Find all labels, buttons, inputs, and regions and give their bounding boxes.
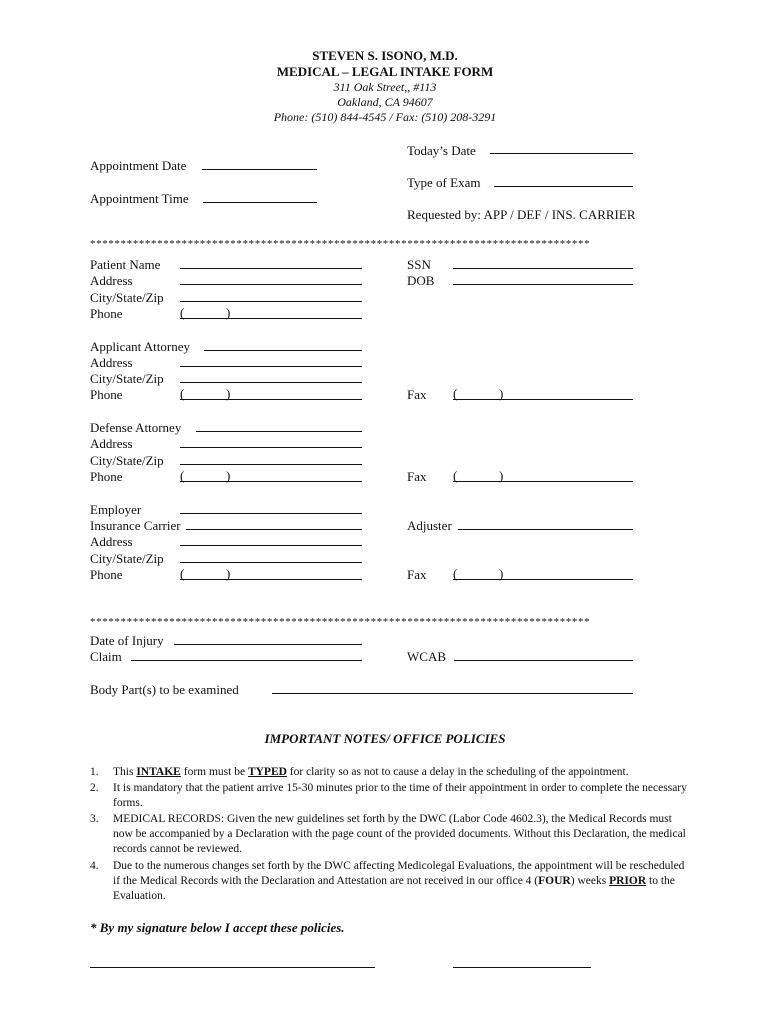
todays-date-field[interactable] [490,153,633,154]
employer-field[interactable] [180,513,362,514]
patient-phone-paren-close: ) [226,305,231,320]
applicant-fax-paren-close: ) [499,386,504,401]
insurance-fax-field[interactable] [453,579,633,580]
date-of-injury-field[interactable] [174,644,362,645]
insurance-carrier-field[interactable] [186,529,362,530]
type-of-exam-label: Type of Exam [407,175,481,190]
defense-address-field[interactable] [180,447,362,448]
appointment-date-label: Appointment Date [90,158,187,173]
defense-fax-paren-open: ( [453,468,458,483]
accept-policies-statement: * By my signature below I accept these policies. [90,920,345,935]
defense-phone-label: Phone [90,469,123,484]
doctor-name: STEVEN S. ISONO, M.D. [312,48,458,63]
defense-fax-label: Fax [407,469,427,484]
applicant-city-label: City/State/Zip [90,371,164,386]
ssn-label: SSN [407,257,431,272]
adjuster-label: Adjuster [407,518,452,533]
applicant-attorney-field[interactable] [204,350,362,351]
applicant-city-field[interactable] [180,382,362,383]
signature-line[interactable] [90,967,375,968]
patient-name-label: Patient Name [90,257,161,272]
note-1 [90,765,690,781]
defense-attorney-field[interactable] [196,431,362,432]
office-phone-fax: Phone: (510) 844-4545 / Fax: (510) 208-3291 [273,110,497,124]
patient-city-label: City/State/Zip [90,290,164,305]
insurance-carrier-label: Insurance Carrier [90,518,181,533]
note-4-text [113,859,693,904]
applicant-phone-paren-open: ( [180,386,185,401]
patient-name-field[interactable] [180,268,362,269]
wcab-label: WCAB [407,649,446,664]
note-1-number: 1. [90,766,99,778]
note-3-text: MEDICAL RECORDS: Given the new guidelines set forth by the DWC (Labor Code 4602.3), the Medical Records must now be accompanied by a Declaration with the page count of the provided documents. Without this Declaration, the medical records cannot be reviewed. [113,813,686,855]
applicant-phone-label: Phone [90,387,123,402]
note-4-text-a: Due to the numerous changes set forth by the DWC affecting Medicolegal Evaluations, the appointment will be rescheduled if the Medical Records with the Declaration and Attestation are not received in our office 4 ( [113,860,685,887]
dob-label: DOB [407,273,435,288]
patient-phone-paren-open: ( [180,305,185,320]
defense-phone-paren-open: ( [180,468,185,483]
insurance-fax-label: Fax [407,567,427,582]
body-parts-label: Body Part(s) to be examined [90,682,239,697]
note-1-typed: TYPED [247,766,287,778]
defense-fax-field[interactable] [453,481,633,482]
note-4 [90,859,690,907]
ssn-field[interactable] [453,268,633,269]
insurance-fax-paren-open: ( [453,566,458,581]
note-4-text-e: to the Evaluation. [113,875,675,902]
appointment-date-field[interactable] [202,169,317,170]
applicant-fax-label: Fax [407,387,427,402]
note-3-number: 3. [90,813,99,825]
defense-city-label: City/State/Zip [90,453,164,468]
patient-phone-label: Phone [90,306,123,321]
wcab-field[interactable] [454,660,633,661]
requested-by-label: Requested by: APP / DEF / INS. CARRIER [407,207,636,222]
note-4-number: 4. [90,860,99,872]
note-1-text-a: This [113,766,137,778]
defense-city-field[interactable] [180,464,362,465]
notes-heading: IMPORTANT NOTES/ OFFICE POLICIES [264,731,506,746]
patient-address-label: Address [90,273,133,288]
claim-field[interactable] [131,660,362,661]
body-parts-field[interactable] [272,693,633,694]
insurance-phone-paren-open: ( [180,566,185,581]
note-3 [90,812,690,860]
date-of-injury-label: Date of Injury [90,633,164,648]
office-address-line2: Oakland, CA 94607 [337,95,433,109]
separator-stars-2: ********************************************************************************** [90,616,591,628]
adjuster-field[interactable] [458,529,633,530]
defense-phone-paren-close: ) [226,468,231,483]
insurance-address-label: Address [90,534,133,549]
separator-stars: ********************************************************************************** [90,238,591,250]
insurance-address-field[interactable] [180,545,362,546]
employer-label: Employer [90,502,142,517]
note-4-text-c: ) weeks [570,875,610,887]
appointment-time-label: Appointment Time [90,191,189,206]
note-1-text-c: form must be [180,766,248,778]
insurance-phone-field[interactable] [180,579,362,580]
note-2-number: 2. [90,782,99,794]
applicant-address-label: Address [90,355,133,370]
insurance-city-label: City/State/Zip [90,551,164,566]
todays-date-label: Today’s Date [407,143,476,158]
applicant-phone-field[interactable] [180,399,362,400]
signature-date-line[interactable] [453,967,591,968]
defense-phone-field[interactable] [180,481,362,482]
patient-address-field[interactable] [180,284,362,285]
note-1-intake: INTAKE [136,766,181,778]
claim-label: Claim [90,649,122,664]
applicant-attorney-label: Applicant Attorney [90,339,191,354]
appointment-time-field[interactable] [203,202,317,203]
note-1-text [113,765,693,780]
office-address-line1: 311 Oak Street,, #113 [333,80,437,94]
form-title: MEDICAL – LEGAL INTAKE FORM [276,64,494,79]
note-1-text-e: for clarity so as not to cause a delay in the scheduling of the appointment. [286,766,629,778]
note-2 [90,781,690,813]
note-4-four: FOUR [538,875,571,887]
defense-address-label: Address [90,436,133,451]
type-of-exam-field[interactable] [494,186,633,187]
applicant-phone-paren-close: ) [226,386,231,401]
insurance-phone-label: Phone [90,567,123,582]
note-4-prior: PRIOR [609,875,647,887]
insurance-fax-paren-close: ) [499,566,504,581]
dob-field[interactable] [453,284,633,285]
patient-phone-field[interactable] [180,318,362,319]
note-2-text: It is mandatory that the patient arrive 15-30 minutes prior to the time of their appointment in order to complete the necessary forms. [113,782,687,809]
applicant-address-field[interactable] [180,366,362,367]
applicant-fax-field[interactable] [453,399,633,400]
applicant-fax-paren-open: ( [453,386,458,401]
patient-city-field[interactable] [180,301,362,302]
insurance-city-field[interactable] [180,562,362,563]
insurance-phone-paren-close: ) [226,566,231,581]
defense-attorney-label: Defense Attorney [90,420,182,435]
defense-fax-paren-close: ) [499,468,504,483]
